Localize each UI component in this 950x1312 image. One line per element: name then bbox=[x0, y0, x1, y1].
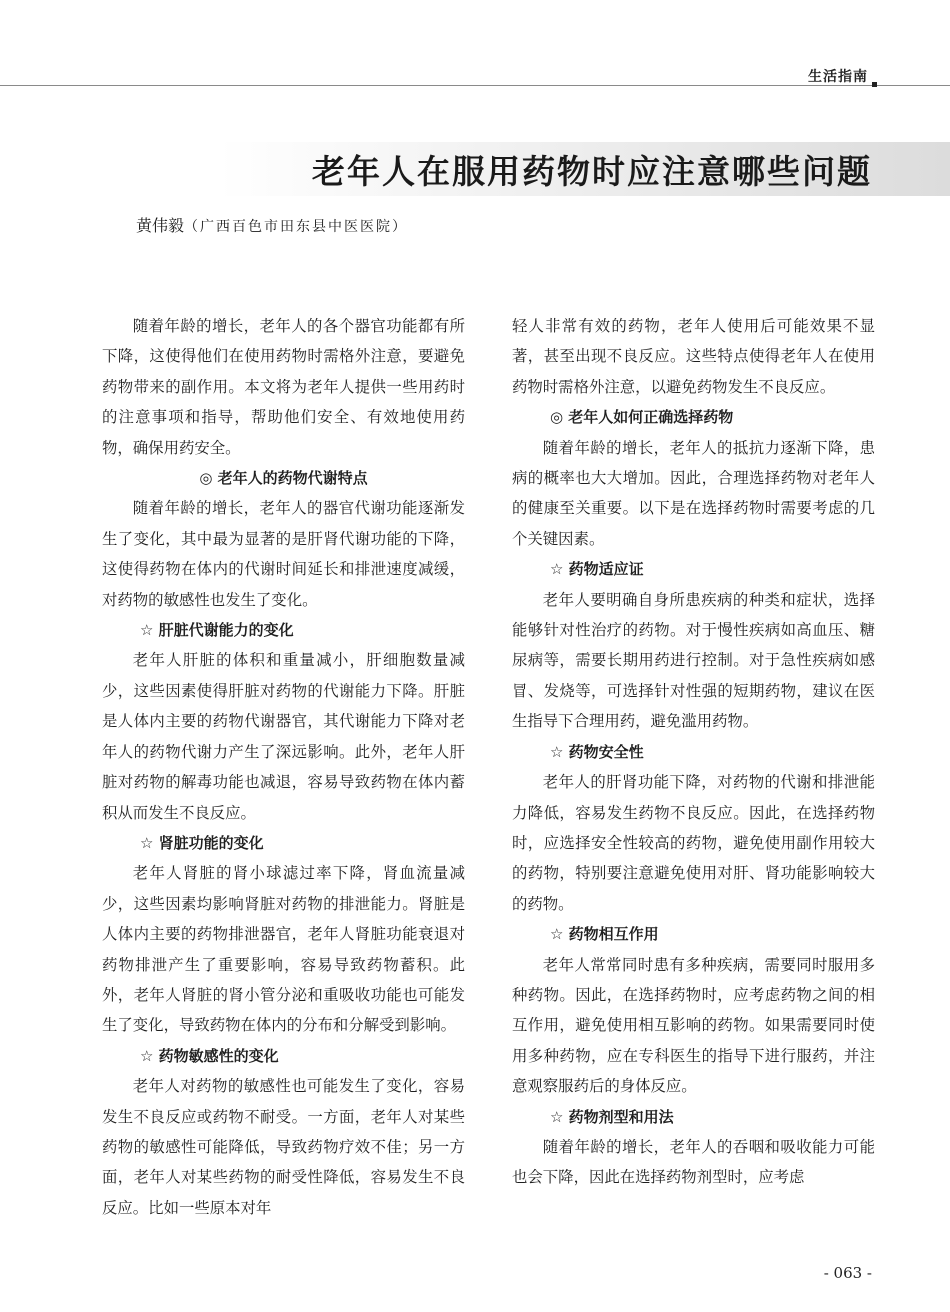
body-paragraph: 老年人的肝肾功能下降，对药物的代谢和排泄能力降低，容易发生药物不良反应。因此，在选择药物时，应选择安全性较高的药物，避免使用副作用较大的药物，特别要注意避免使用对肝、肾功能影响较大的药物。 bbox=[512, 773, 875, 913]
continued-paragraph: 轻人非常有效的药物，老年人使用后可能效果不显著，甚至出现不良反应。这些特点使得老年人在使用药物时需格外注意，以避免药物发生不良反应。 bbox=[512, 317, 875, 396]
article-title: 老年人在服用药物时应注意哪些问题 bbox=[312, 152, 872, 191]
section-label: 生活指南 bbox=[808, 69, 868, 85]
subsection-heading: ☆ 药物适应证 bbox=[550, 560, 644, 579]
body-paragraph: 老年人对药物的敏感性也可能发生了变化，容易发生不良反应或药物不耐受。一方面，老年人对某些药物的敏感性可能降低，导致药物疗效不佳；另一方面，老年人对某些药物的耐受性降低，容易发生不良反应。比如一些原本对年 bbox=[102, 1077, 465, 1217]
author-affiliation: （广西百色市田东县中医医院） bbox=[184, 219, 409, 235]
subsection-heading: ☆ 药物安全性 bbox=[550, 742, 644, 761]
intro-paragraph: 随着年龄的增长，老年人的各个器官功能都有所下降，这使得他们在使用药物时需格外注意，要避免药物带来的副作用。本文将为老年人提供一些用药时的注意事项和指导，帮助他们安全、有效地使用药物，确保用药安全。 bbox=[102, 317, 465, 457]
right-column bbox=[512, 311, 875, 1193]
section-marker bbox=[872, 82, 877, 87]
body-paragraph: 老年人肝脏的体积和重量减小，肝细胞数量减少，这些因素使得肝脏对药物的代谢能力下降。肝脏是人体内主要的药物代谢器官，其代谢能力下降对老年人的药物代谢力产生了深远影响。此外，老年人肝脏对药物的解毒功能也减退，容易导致药物在体内蓄积从而发生不良反应。 bbox=[102, 651, 465, 822]
body-paragraph: 老年人常常同时患有多种疾病，需要同时服用多种药物。因此，在选择药物时，应考虑药物之间的相互作用，避免使用相互影响的药物。如果需要同时使用多种药物，应在专科医生的指导下进行服药，并注意观察服药后的身体反应。 bbox=[512, 955, 875, 1096]
author-line bbox=[136, 213, 408, 236]
subsection-heading: ☆ 肾脏功能的变化 bbox=[140, 833, 264, 852]
body-paragraph: 老年人要明确自身所患疾病的种类和症状，选择能够针对性治疗的药物。对于慢性疾病如高血压、糖尿病等，需要长期用药进行控制。对于急性疾病如感冒、发烧等，可选择针对性强的短期药物，建议在医生指导下合理用药，避免滥用药物。 bbox=[512, 590, 875, 731]
left-column bbox=[102, 311, 465, 1223]
subsection-heading: ☆ 药物相互作用 bbox=[550, 925, 659, 944]
body-paragraph: 随着年龄的增长，老年人的器官代谢功能逐渐发生了变化，其中最为显著的是肝肾代谢功能的下降，这使得药物在体内的代谢时间延长和排泄速度减缓，对药物的敏感性也发生了变化。 bbox=[102, 499, 465, 609]
subsection-heading: ☆ 药物剂型和用法 bbox=[550, 1107, 674, 1126]
body-paragraph: 随着年龄的增长，老年人的吞咽和吸收能力可能也会下降，因此在选择药物剂型时，应考虑 bbox=[512, 1137, 875, 1187]
subsection-heading: ☆ 肝脏代谢能力的变化 bbox=[140, 621, 294, 640]
page-number: - 063 - bbox=[823, 1264, 872, 1282]
subsection-heading: ☆ 药物敏感性的变化 bbox=[140, 1046, 279, 1065]
body-paragraph: 老年人肾脏的肾小球滤过率下降，肾血流量减少，这些因素均影响肾脏对药物的排泄能力。肾脏是人体内主要的药物排泄器官，老年人肾脏功能衰退对药物排泄产生了重要影响，容易导致药物蓄积。此外，老年人肾脏的肾小管分泌和重吸收功能也可能发生了变化，导致药物在体内的分布和分解受到影响。 bbox=[102, 864, 465, 1035]
section-heading: ◎ 老年人的药物代谢特点 bbox=[199, 469, 368, 488]
author-name: 黄伟毅 bbox=[136, 216, 185, 235]
section-heading: ◎ 老年人如何正确选择药物 bbox=[550, 408, 734, 427]
body-paragraph: 随着年龄的增长，老年人的抵抗力逐渐下降，患病的概率也大大增加。因此，合理选择药物对老年人的健康至关重要。以下是在选择药物时需要考虑的几个关键因素。 bbox=[512, 438, 875, 548]
